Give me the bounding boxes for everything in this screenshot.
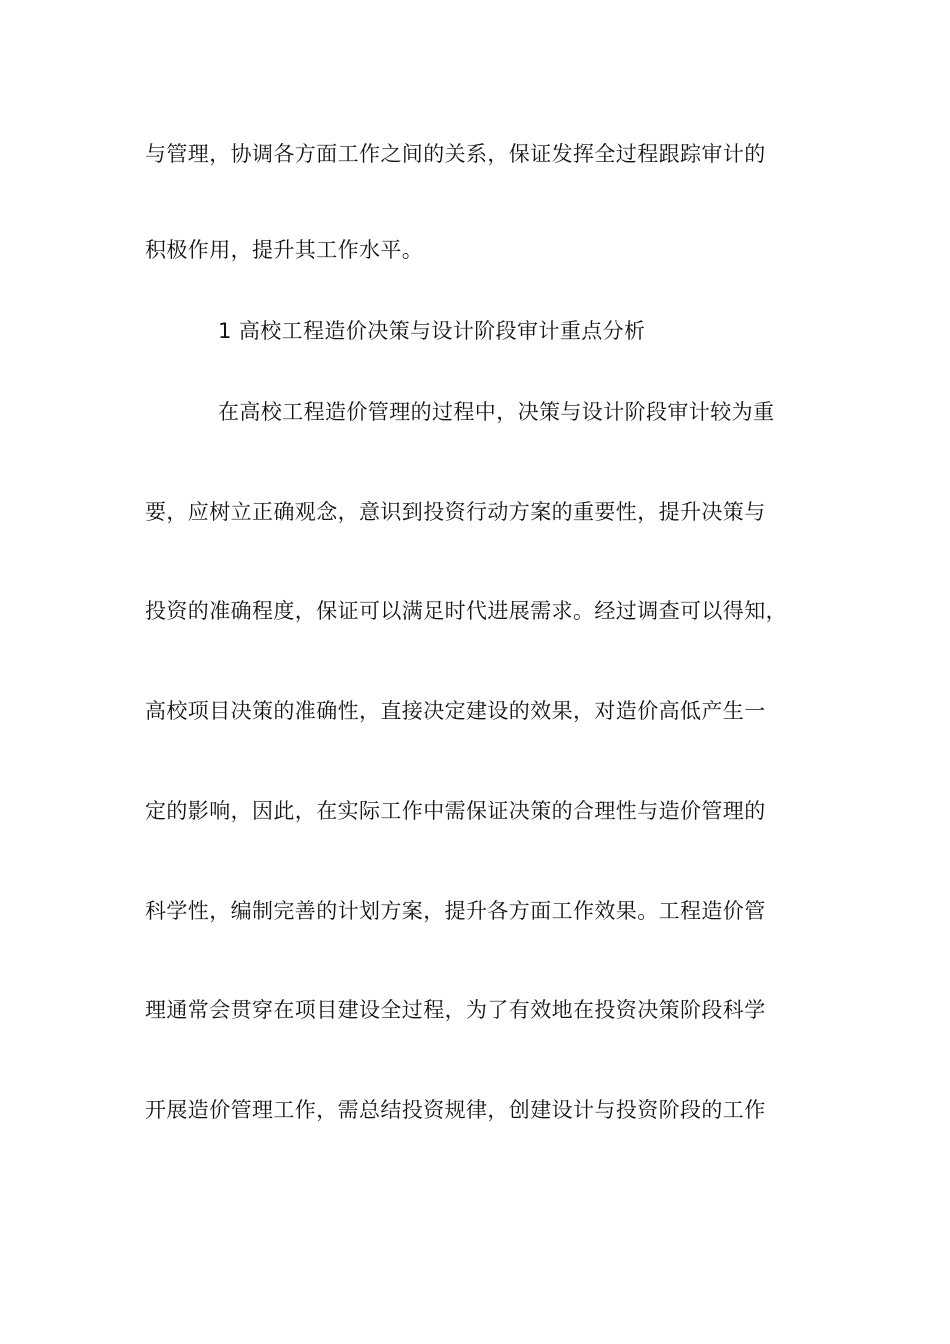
paragraph-line: 科学性，编制完善的计划方案，提升各方面工作效果。工程造价管 [145, 899, 766, 923]
paragraph-line: 与管理，协调各方面工作之间的关系，保证发挥全过程跟踪审计的 [145, 142, 766, 166]
paragraph-line: 定的影响，因此，在实际工作中需保证决策的合理性与造价管理的 [145, 799, 766, 823]
paragraph-line: 理通常会贯穿在项目建设全过程，为了有效地在投资决策阶段科学 [145, 998, 766, 1022]
paragraph-line: 在高校工程造价管理的过程中，决策与设计阶段审计较为重 [218, 400, 775, 424]
paragraph-line: 要，应树立正确观念，意识到投资行动方案的重要性，提升决策与 [145, 500, 766, 524]
section-heading: 1 高校工程造价决策与设计阶段审计重点分析 [218, 319, 646, 343]
paragraph-line: 开展造价管理工作，需总结投资规律，创建设计与投资阶段的工作 [145, 1098, 766, 1122]
paragraph-line: 高校项目决策的准确性，直接决定建设的效果，对造价高低产生一 [145, 699, 766, 723]
paragraph-line: 投资的准确程度，保证可以满足时代进展需求。经过调查可以得知， [145, 599, 787, 623]
paragraph-line: 积极作用，提升其工作水平。 [145, 238, 424, 262]
